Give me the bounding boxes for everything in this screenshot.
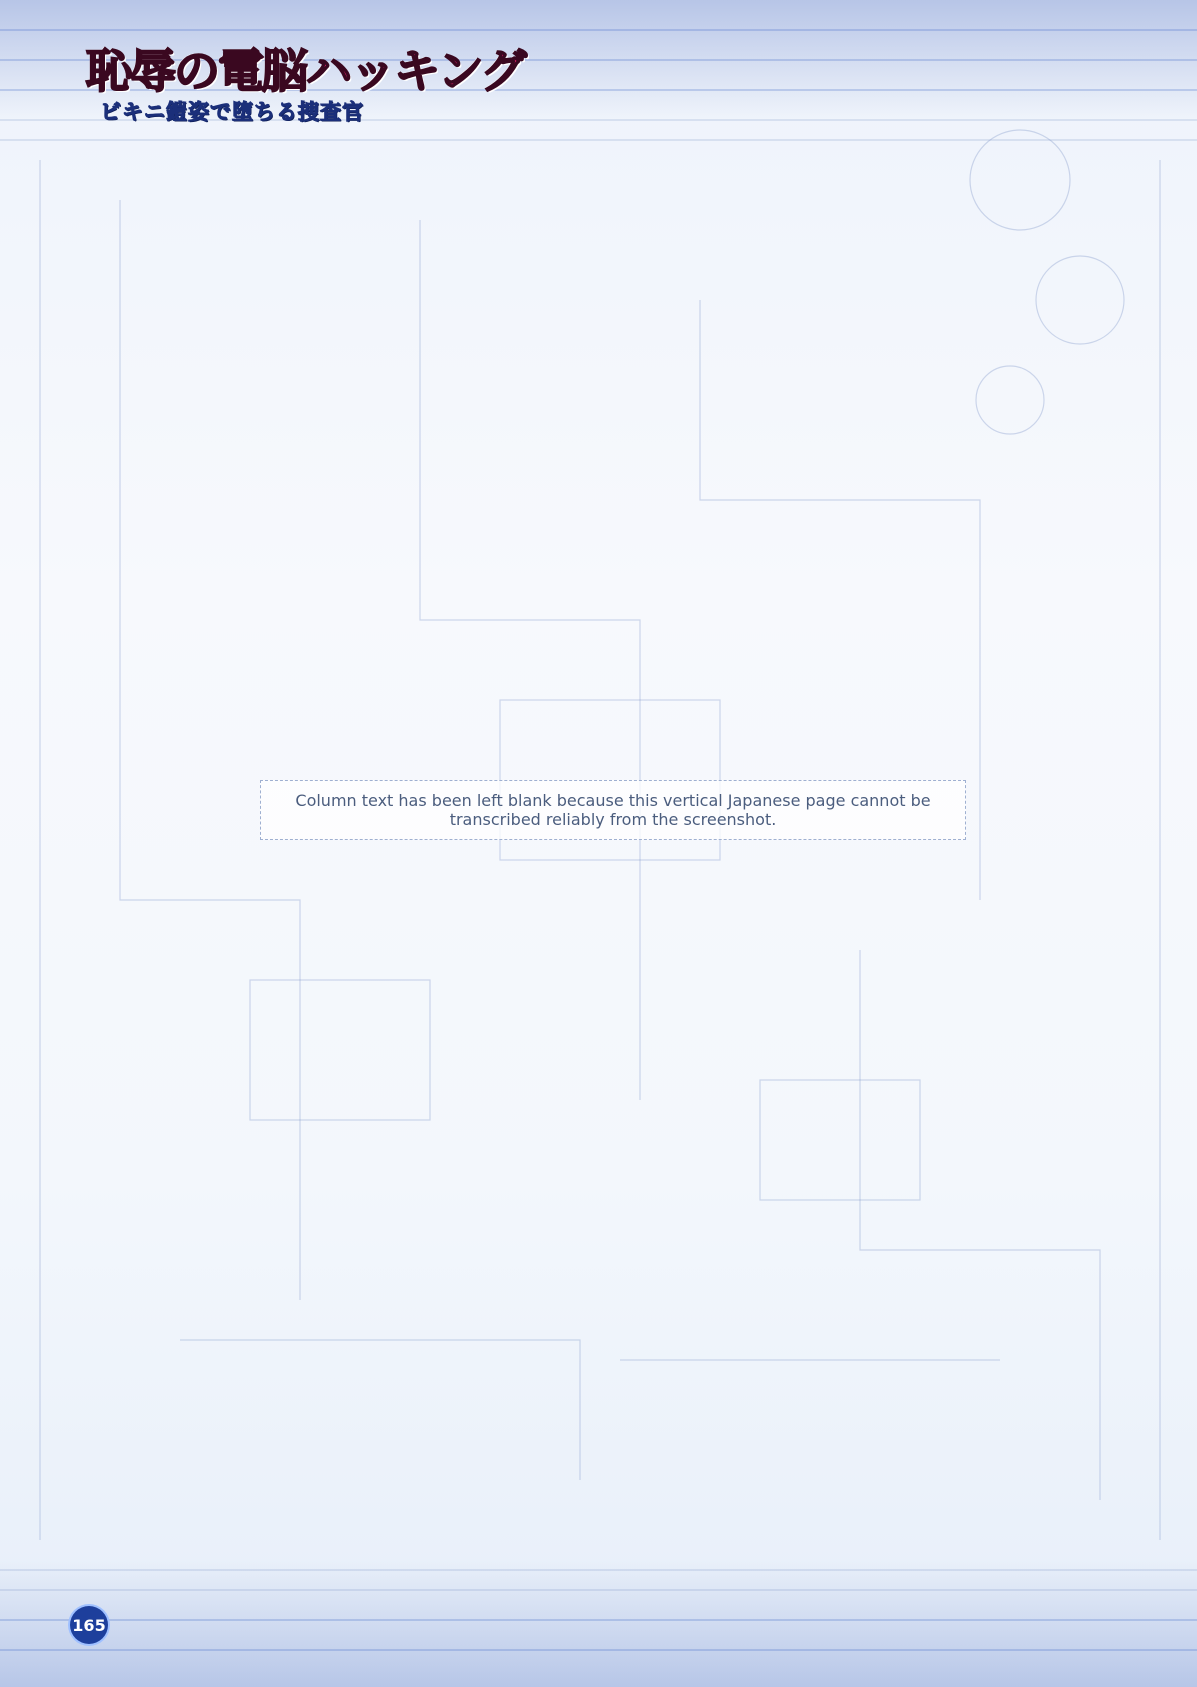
content-note: Column text has been left blank because this vertical Japanese page cannot be transcribed reliably from the screenshot. [260,780,966,840]
title-logo [86,44,525,128]
page-number: 165 [70,1606,108,1644]
text-column-2 [620,160,880,1600]
text-column-4 [70,160,330,1600]
text-column-1 [900,160,1100,1600]
text-column-3 [340,160,600,1600]
logo-title: 恥辱の電脳ハッキング [86,44,525,98]
logo-subtitle: ビキニ鎧姿で堕ちる捜査官 [100,100,364,124]
